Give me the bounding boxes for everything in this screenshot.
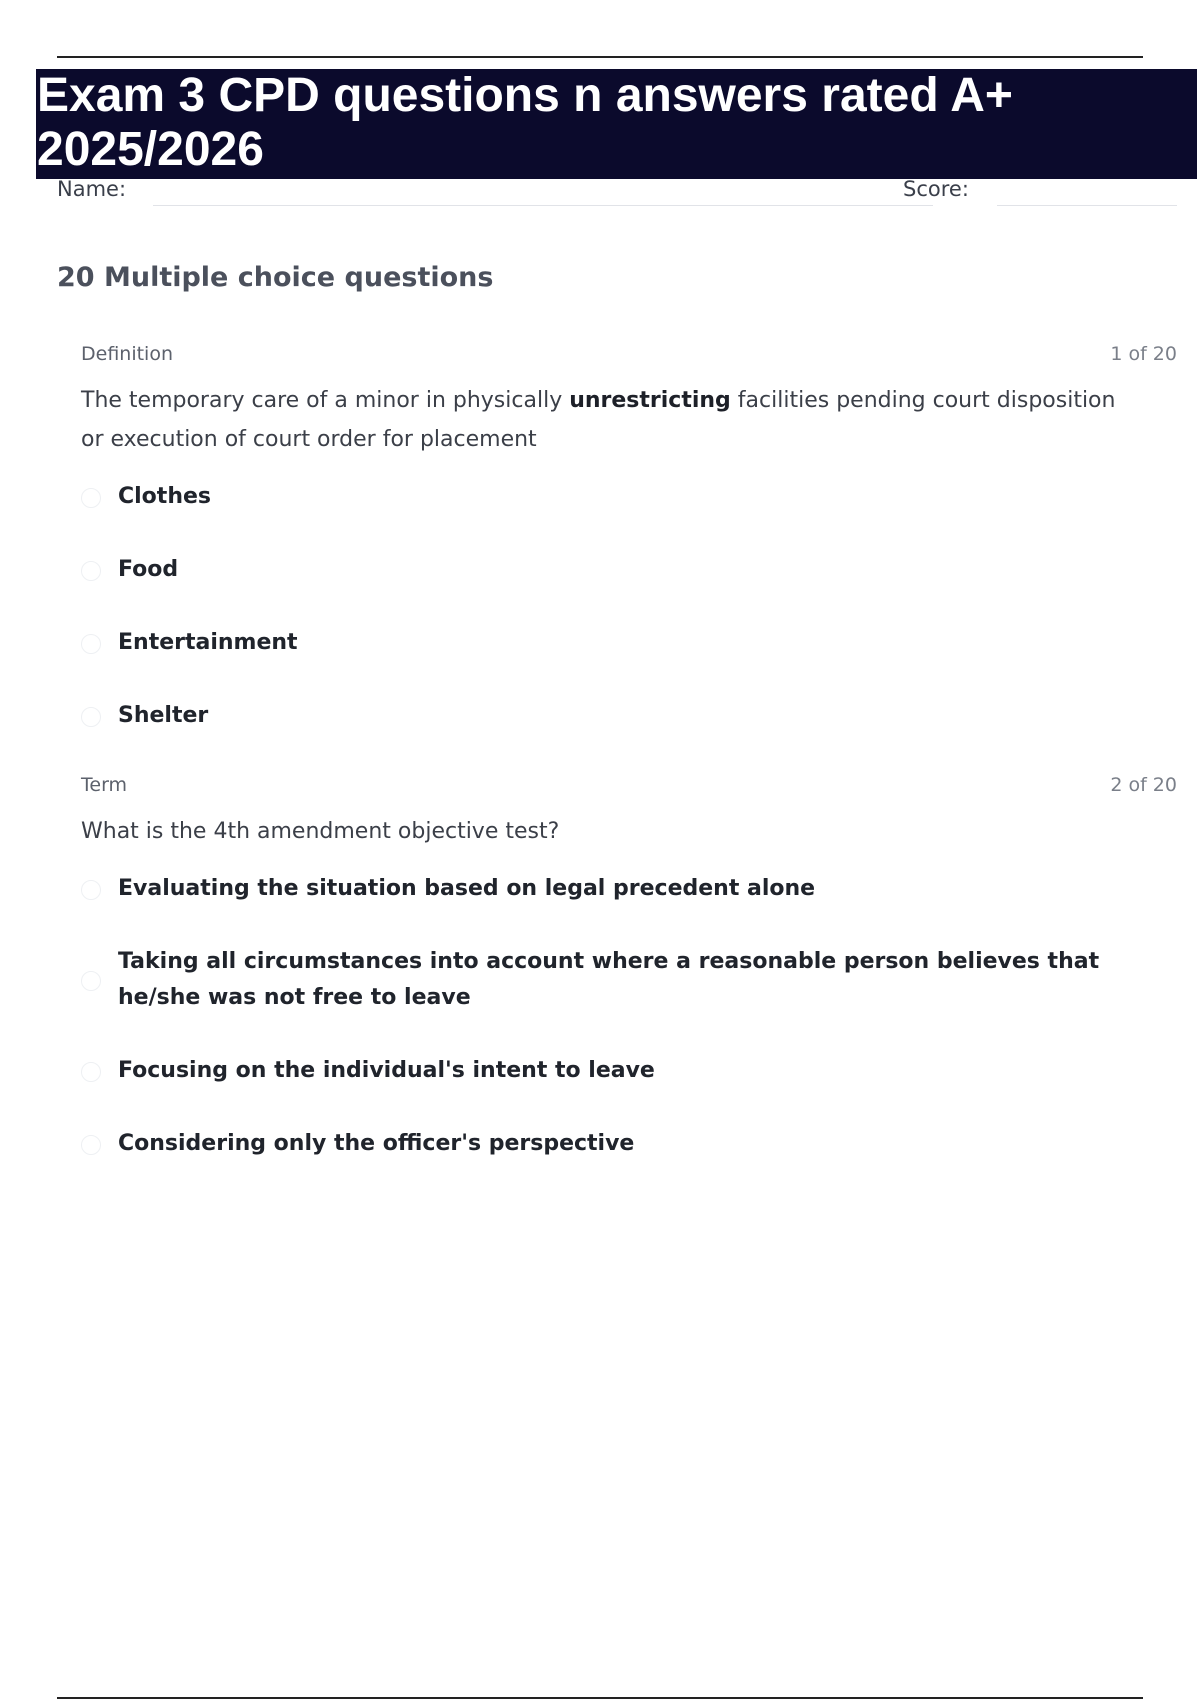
answer-options: [81, 871, 1177, 1162]
option-label: Considering only the officer's perspective: [118, 1131, 635, 1156]
question-header: [81, 774, 1177, 800]
score-field[interactable]: [997, 205, 1177, 206]
section-title: 20 Multiple choice questions: [57, 262, 494, 293]
title-banner: [36, 69, 1197, 179]
answer-option[interactable]: [81, 552, 1148, 588]
question-prompt: [81, 812, 1141, 851]
radio-button[interactable]: [81, 488, 101, 508]
answer-option[interactable]: [81, 625, 1148, 661]
option-label: Focusing on the individual's intent to leave: [118, 1058, 655, 1083]
bottom-rule: [57, 1697, 1143, 1699]
top-rule: [57, 56, 1143, 58]
question-counter: 2 of 20: [1110, 774, 1177, 796]
radio-button[interactable]: [81, 971, 101, 991]
question-card: [81, 343, 1177, 771]
radio-button[interactable]: [81, 707, 101, 727]
option-label: Evaluating the situation based on legal precedent alone: [118, 876, 816, 901]
option-label: Taking all circumstances into account where a reasonable person believes that he/she was not free to leave: [118, 949, 1100, 1010]
question-prompt: [81, 381, 1141, 459]
answer-option[interactable]: [81, 1053, 1148, 1089]
radio-button[interactable]: [81, 1135, 101, 1155]
question-card: [81, 774, 1177, 1199]
option-label: Food: [118, 557, 179, 582]
prompt-text-continued: facilities pending court disposition or execution of court order for placement: [81, 388, 1116, 452]
radio-button[interactable]: [81, 1062, 101, 1082]
option-label: Shelter: [118, 703, 209, 728]
answer-option[interactable]: [81, 871, 1148, 907]
prompt-emphasis: unrestricting: [569, 388, 731, 413]
prompt-text: The temporary care of a minor in physically: [81, 388, 570, 413]
radio-button[interactable]: [81, 561, 101, 581]
name-label: Name:: [57, 177, 127, 201]
option-label: Entertainment: [118, 630, 298, 655]
answer-option[interactable]: [81, 479, 1148, 515]
radio-button[interactable]: [81, 634, 101, 654]
name-score-row: [57, 175, 1177, 207]
document-title: Exam 3 CPD questions n answers rated A+ 2025/2026: [37, 69, 1013, 176]
question-counter: 1 of 20: [1110, 343, 1177, 365]
question-header: [81, 343, 1177, 369]
answer-options: [81, 479, 1177, 734]
answer-option[interactable]: [81, 944, 1148, 1016]
radio-button[interactable]: [81, 880, 101, 900]
answer-option[interactable]: [81, 698, 1148, 734]
name-field[interactable]: [153, 205, 933, 206]
question-type: Definition: [81, 343, 174, 365]
question-type: Term: [81, 774, 128, 796]
score-label: Score:: [903, 177, 969, 201]
prompt-text: What is the 4th amendment objective test?: [81, 819, 560, 844]
answer-option[interactable]: [81, 1126, 1148, 1162]
option-label: Clothes: [118, 484, 211, 509]
